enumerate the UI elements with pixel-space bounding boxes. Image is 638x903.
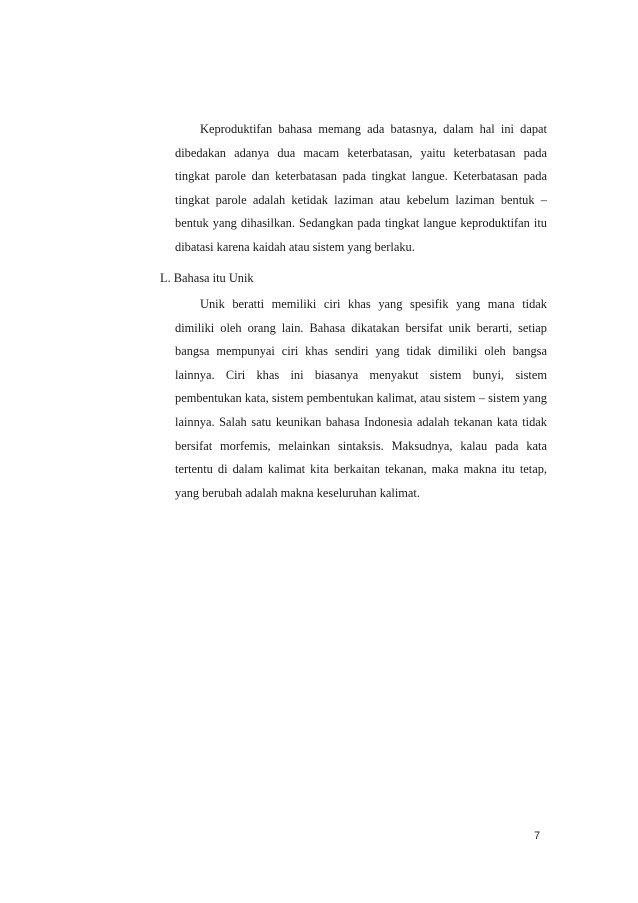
body-paragraph: Unik beratti memiliki ciri khas yang spesifik yang mana tidak dimiliki oleh orang lain. Bahasa dikatakan bersifat unik berarti, setiap bangsa mempunyai ciri khas sendiri yang tidak dimiliki oleh bangsa lainnya. Ciri khas ini biasanya menyakut sistem bunyi, sistem pembentukan kata, sistem pembentukan kalimat, atau sistem – sistem yang lainnya. Salah satu keunikan bahasa Indonesia adalah tekanan kata tidak bersifat morfemis, melainkan sintaksis. Maksudnya, kalau pada kata tertentu di dalam kalimat kita berkaitan tekanan, maka makna itu tetap, yang berubah adalah makna keseluruhan kalimat. (175, 297, 547, 500)
section-heading: L. Bahasa itu Unik (160, 271, 254, 285)
page-number: 7 (534, 830, 541, 842)
body-paragraph: Keproduktifan bahasa memang ada batasnya, dalam hal ini dapat dibedakan adanya dua macam keterbatasan, yaitu keterbatasan pada tingkat parole dan keterbatasan pada tingkat langue. Keterbatasan pada tingkat parole adalah ketidak laziman atau kebelum laziman bentuk – bentuk yang dihasilkan. Sedangkan pada tingkat langue keproduktifan itu dibatasi karena kaidah atau sistem yang berlaku. (175, 122, 547, 254)
